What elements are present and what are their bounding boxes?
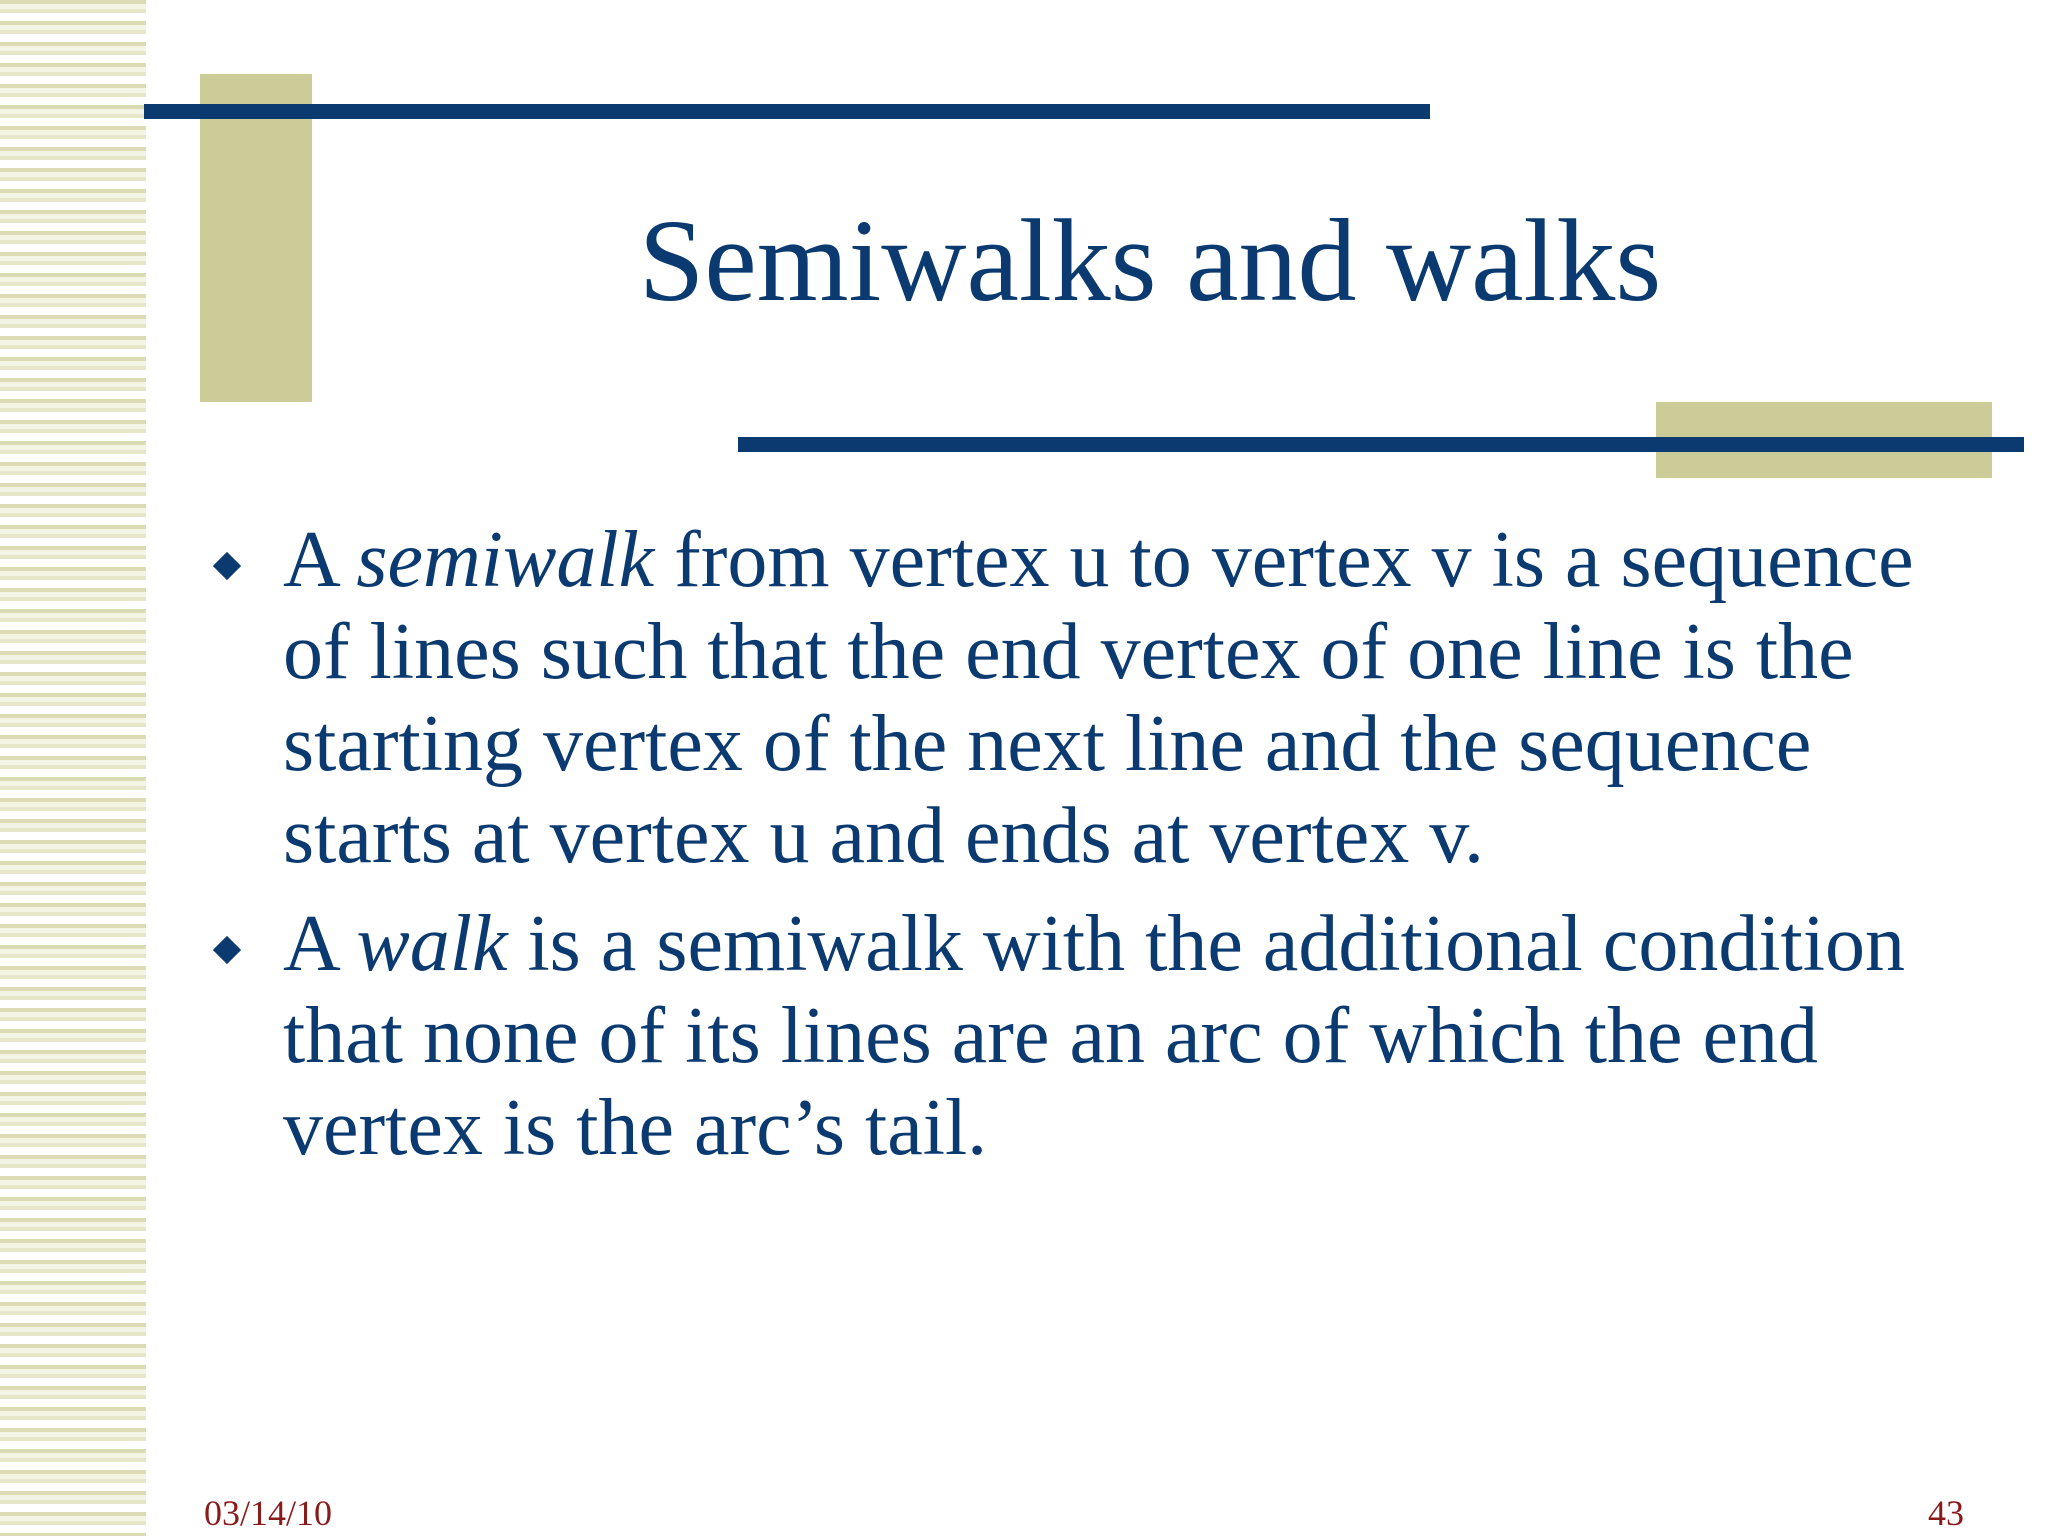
decorative-khaki-block-top: [200, 74, 312, 402]
footer-date: 03/14/10: [204, 1493, 333, 1533]
decorative-navy-rule-top: [144, 104, 1430, 119]
bullet-term: walk: [356, 900, 508, 988]
bullet-list: [205, 514, 1965, 1190]
diamond-bullet-icon: [213, 552, 241, 580]
slide-title: Semiwalks and walks: [638, 195, 1662, 326]
footer-page-number: 43: [1928, 1493, 1964, 1533]
bullet-term: semiwalk: [356, 516, 655, 604]
bullet-item-walk: [205, 898, 1965, 1174]
bullet-lead: A: [283, 516, 357, 604]
bullet-rest: from vertex u to vertex v is a sequence of lines such that the end vertex of one line is the starting vertex of the next line and the sequence starts at vertex u and ends at vertex v.: [283, 516, 1914, 880]
decorative-navy-rule-bottom: [738, 437, 2024, 452]
bullet-rest: is a semiwalk with the additional condition that none of its lines are an arc of which the end vertex is the arc’s tail.: [283, 900, 1905, 1172]
diamond-bullet-icon: [213, 936, 241, 964]
bullet-lead: A: [283, 900, 357, 988]
bullet-item-semiwalk: [205, 514, 1965, 882]
decorative-side-stripes: [0, 0, 146, 1536]
bullet-text: [283, 898, 1965, 1174]
bullet-text: [283, 514, 1965, 882]
